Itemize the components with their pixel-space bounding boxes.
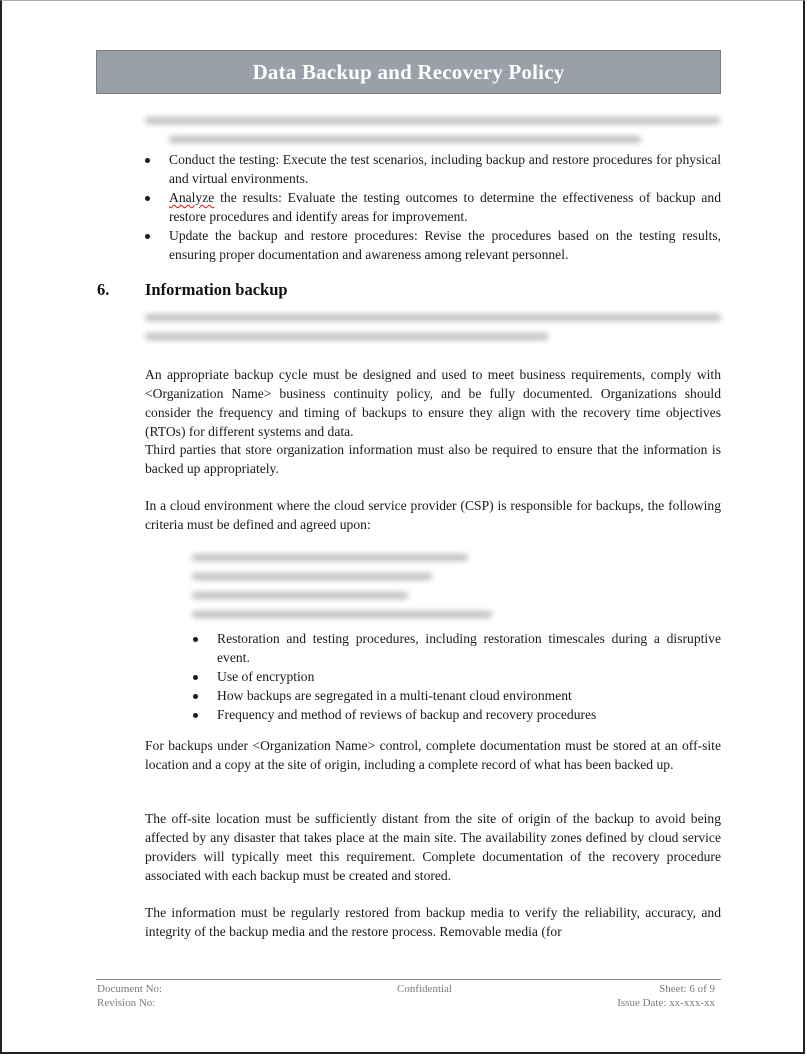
bullet-icon — [145, 196, 150, 201]
paragraph-backup-cycle: An appropriate backup cycle must be designed and used to meet business requirements, comply with <Organization Name> business continuity policy, and be fully documented. Organizations should consider the frequency and timing of backups to ensure they align with the recovery time objectives (RTOs) for different systems and data. — [145, 367, 721, 439]
bullet-icon — [193, 694, 198, 699]
footer-revision-no: Revision No: — [97, 997, 156, 1009]
list-item: Frequency and method of reviews of backup and recovery procedures — [193, 705, 721, 724]
footer-classification: Confidential — [397, 983, 452, 995]
bullet-icon — [145, 158, 150, 163]
section-title: Information backup — [145, 280, 288, 299]
cloud-criteria-list — [193, 629, 721, 724]
paragraph-offsite-documentation: For backups under <Organization Name> control, complete documentation must be stored at an off-site location and a copy at the site of origin, including a complete record of what has been backed up. — [145, 738, 721, 772]
redacted-paragraph — [145, 314, 721, 352]
section-number: 6. — [97, 280, 110, 299]
list-item: Update the backup and restore procedures: Revise the procedures based on the testing results, ensuring proper documentation and awareness among relevant personnel. — [145, 226, 721, 264]
paragraph-cloud-environment: In a cloud environment where the cloud service provider (CSP) is responsible for backups, the following criteria must be defined and agreed upon: — [145, 498, 721, 532]
list-item: Use of encryption — [193, 667, 721, 686]
footer-document-no: Document No: — [97, 983, 163, 995]
footer-divider — [96, 979, 721, 980]
list-item: How backups are segregated in a multi-tenant cloud environment — [193, 686, 721, 705]
document-title-bar — [96, 50, 721, 94]
list-item: Restoration and testing procedures, including restoration timescales during a disruptive event. — [193, 629, 721, 667]
paragraph-restore-verification: The information must be regularly restored from backup media to verify the reliability, accuracy, and integrity of the backup media and the restore process. Removable media (for — [145, 905, 721, 939]
testing-steps-list — [145, 150, 721, 264]
paragraph-third-parties: Third parties that store organization information must also be required to ensure that the information is backed up appropriately. — [145, 442, 721, 476]
section-heading — [97, 280, 288, 300]
bullet-icon — [193, 713, 198, 718]
footer-sheet-number: Sheet: 6 of 9 — [659, 983, 715, 995]
paragraph-offsite-distance: The off-site location must be sufficiently distant from the site of origin of the backup to avoid being affected by any disaster that takes place at the main site. The availability zones defined by cloud service providers will typically meet this requirement. Complete documentation of the recovery procedure associated with each backup must be created and stored. — [145, 811, 721, 883]
list-item: Analyze the results: Evaluate the testing outcomes to determine the effectiveness of backup and restore procedures and identify areas for improvement. — [145, 188, 721, 226]
bullet-icon — [193, 675, 198, 680]
bullet-icon — [145, 234, 150, 239]
footer-issue-date: Issue Date: xx-xxx-xx — [617, 997, 715, 1009]
redacted-criteria-list — [192, 554, 492, 630]
spelling-flagged-word: Analyze — [169, 190, 215, 205]
bullet-icon — [193, 637, 198, 642]
document-title: Data Backup and Recovery Policy — [252, 59, 565, 84]
list-item: Conduct the testing: Execute the test scenarios, including backup and restore procedures for physical and virtual environments. — [145, 150, 721, 188]
